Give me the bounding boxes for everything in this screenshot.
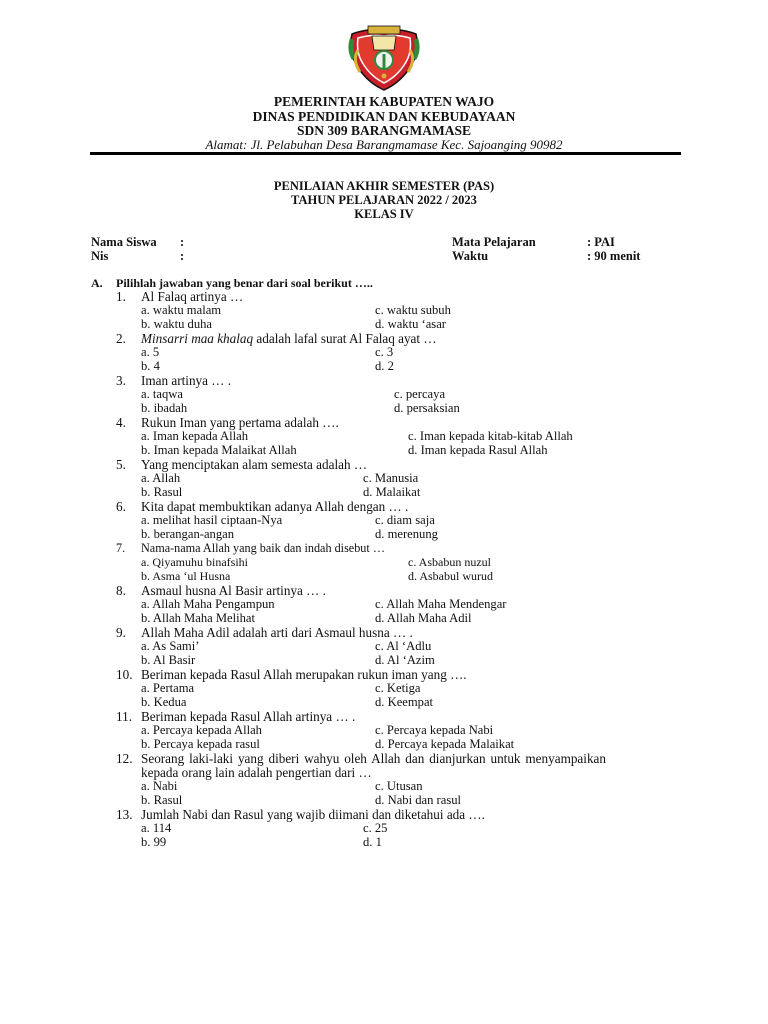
question-number: 7. xyxy=(116,541,126,555)
question-text: Jumlah Nabi dan Rasul yang wajib diimani dan diketahui ada …. xyxy=(141,807,485,822)
option-b: b. Iman kepada Malaikat Allah xyxy=(141,443,297,457)
option-c: c. Percaya kepada Nabi xyxy=(375,723,494,737)
option-d: d. Al ‘Azim xyxy=(375,653,435,667)
option-a: a. taqwa xyxy=(141,387,183,401)
option-c: c. Utusan xyxy=(375,779,423,793)
option-b: b. 4 xyxy=(141,359,160,373)
header-address: Alamat: Jl. Pelabuhan Desa Barangmamase Kec. Sajoanging 90982 xyxy=(205,137,563,152)
subject-label: Mata Pelajaran xyxy=(452,235,536,249)
question-number: 1. xyxy=(116,289,126,304)
question-number: 8. xyxy=(116,583,126,598)
option-b: b. Asma ‘ul Husna xyxy=(141,569,231,583)
option-d: d. Keempat xyxy=(375,695,434,709)
option-a: a. 114 xyxy=(141,821,172,835)
option-a: a. Iman kepada Allah xyxy=(141,429,249,443)
option-c: c. Manusia xyxy=(363,471,419,485)
nis-colon: : xyxy=(180,249,185,263)
question-text-continued: kepada orang lain adalah pengertian dari … xyxy=(141,765,372,780)
option-b: b. Allah Maha Melihat xyxy=(141,611,256,625)
header-department: DINAS PENDIDIKAN DAN KEBUDAYAAN xyxy=(252,109,516,124)
option-b: b. Rasul xyxy=(141,485,183,499)
option-d: d. Asbabul wurud xyxy=(408,569,493,583)
nis-label: Nis xyxy=(91,249,109,263)
question-number: 5. xyxy=(116,457,126,472)
exam-year: TAHUN PELAJARAN 2022 / 2023 xyxy=(291,193,477,207)
question-text: Nama-nama Allah yang baik dan indah disebut … xyxy=(141,541,386,555)
time-value: : 90 menit xyxy=(587,249,641,263)
option-a: a. Allah xyxy=(141,471,181,485)
question-text: Beriman kepada Rasul Allah merupakan rukun iman yang …. xyxy=(141,667,467,682)
section-letter: A. xyxy=(91,276,103,290)
question-number: 9. xyxy=(116,625,126,640)
option-a: a. melihat hasil ciptaan-Nya xyxy=(141,513,283,527)
header-school: SDN 309 BARANGMAMASE xyxy=(296,123,471,138)
option-a: a. As Sami’ xyxy=(141,639,200,653)
option-d: d. Iman kepada Rasul Allah xyxy=(408,443,548,457)
exam-title: PENILAIAN AKHIR SEMESTER (PAS) xyxy=(273,179,495,193)
option-a: a. Pertama xyxy=(141,681,195,695)
option-c: c. Al ‘Adlu xyxy=(375,639,432,653)
question-text: Kita dapat membuktikan adanya Allah dengan … . xyxy=(141,499,409,514)
option-c: c. percaya xyxy=(394,387,446,401)
header-government: PEMERINTAH KABUPATEN WAJO xyxy=(273,94,495,109)
option-b: b. ibadah xyxy=(141,401,188,415)
school-emblem-logo xyxy=(344,20,424,92)
option-a: a. Nabi xyxy=(141,779,178,793)
option-b: b. berangan-angan xyxy=(141,527,235,541)
question-text: Seorang laki-laki yang diberi wahyu oleh Allah dan dianjurkan untuk menyampaikan xyxy=(141,751,606,766)
question-text-italic: Minsarri maa khalaq xyxy=(141,331,254,346)
question-number: 10. xyxy=(116,667,133,682)
question-number: 2. xyxy=(116,331,126,346)
question-text-rest: adalah lafal surat Al Falaq ayat … xyxy=(253,331,437,346)
question-text: Allah Maha Adil adalah arti dari Asmaul husna … . xyxy=(141,625,413,640)
question-number: 11. xyxy=(116,709,132,724)
question-number: 6. xyxy=(116,499,126,514)
option-d: d. 2 xyxy=(375,359,394,373)
question-number: 3. xyxy=(116,373,126,388)
question-text: Beriman kepada Rasul Allah artinya … . xyxy=(141,709,356,724)
student-name-label: Nama Siswa xyxy=(91,235,157,249)
option-c: c. diam saja xyxy=(375,513,435,527)
option-d: d. Allah Maha Adil xyxy=(375,611,472,625)
option-d: d. Nabi dan rasul xyxy=(375,793,462,807)
header-divider xyxy=(90,152,681,155)
option-a: a. Qiyamuhu binafsihi xyxy=(141,555,248,569)
question-number: 13. xyxy=(116,807,133,822)
question-text: Yang menciptakan alam semesta adalah … xyxy=(141,457,368,472)
option-d: d. Percaya kepada Malaikat xyxy=(375,737,515,751)
option-c: c. 25 xyxy=(363,821,388,835)
option-d: d. persaksian xyxy=(394,401,460,415)
option-b: b. Al Basir xyxy=(141,653,196,667)
option-c: c. Ketiga xyxy=(375,681,421,695)
question-number: 12. xyxy=(116,751,133,766)
option-c: c. waktu subuh xyxy=(375,303,451,317)
section-instruction: Pilihlah jawaban yang benar dari soal berikut ….. xyxy=(116,276,373,290)
option-c: c. Asbabun nuzul xyxy=(408,555,491,569)
option-b: b. Kedua xyxy=(141,695,187,709)
option-b: b. 99 xyxy=(141,835,167,849)
option-c: c. 3 xyxy=(375,345,394,359)
option-c: c. Iman kepada kitab-kitab Allah xyxy=(408,429,573,443)
option-b: b. Rasul xyxy=(141,793,183,807)
question-text: Iman artinya … . xyxy=(141,373,232,388)
option-d: d. merenung xyxy=(375,527,438,541)
question-text: Rukun Iman yang pertama adalah …. xyxy=(141,415,339,430)
subject-value: : PAI xyxy=(587,235,615,249)
option-b: b. waktu duha xyxy=(141,317,212,331)
option-a: a. 5 xyxy=(141,345,160,359)
question-number: 4. xyxy=(116,415,126,430)
question-text: Asmaul husna Al Basir artinya … . xyxy=(141,583,326,598)
option-d: d. waktu ‘asar xyxy=(375,317,446,331)
option-d: d. Malaikat xyxy=(363,485,421,499)
option-b: b. Percaya kepada rasul xyxy=(141,737,260,751)
option-a: a. waktu malam xyxy=(141,303,222,317)
time-label: Waktu xyxy=(452,249,489,263)
option-c: c. Allah Maha Mendengar xyxy=(375,597,507,611)
option-d: d. 1 xyxy=(363,835,382,849)
option-a: a. Allah Maha Pengampun xyxy=(141,597,275,611)
student-name-colon: : xyxy=(180,235,185,249)
question-text: Al Falaq artinya … xyxy=(141,289,244,304)
exam-class: KELAS IV xyxy=(354,207,414,221)
option-a: a. Percaya kepada Allah xyxy=(141,723,262,737)
